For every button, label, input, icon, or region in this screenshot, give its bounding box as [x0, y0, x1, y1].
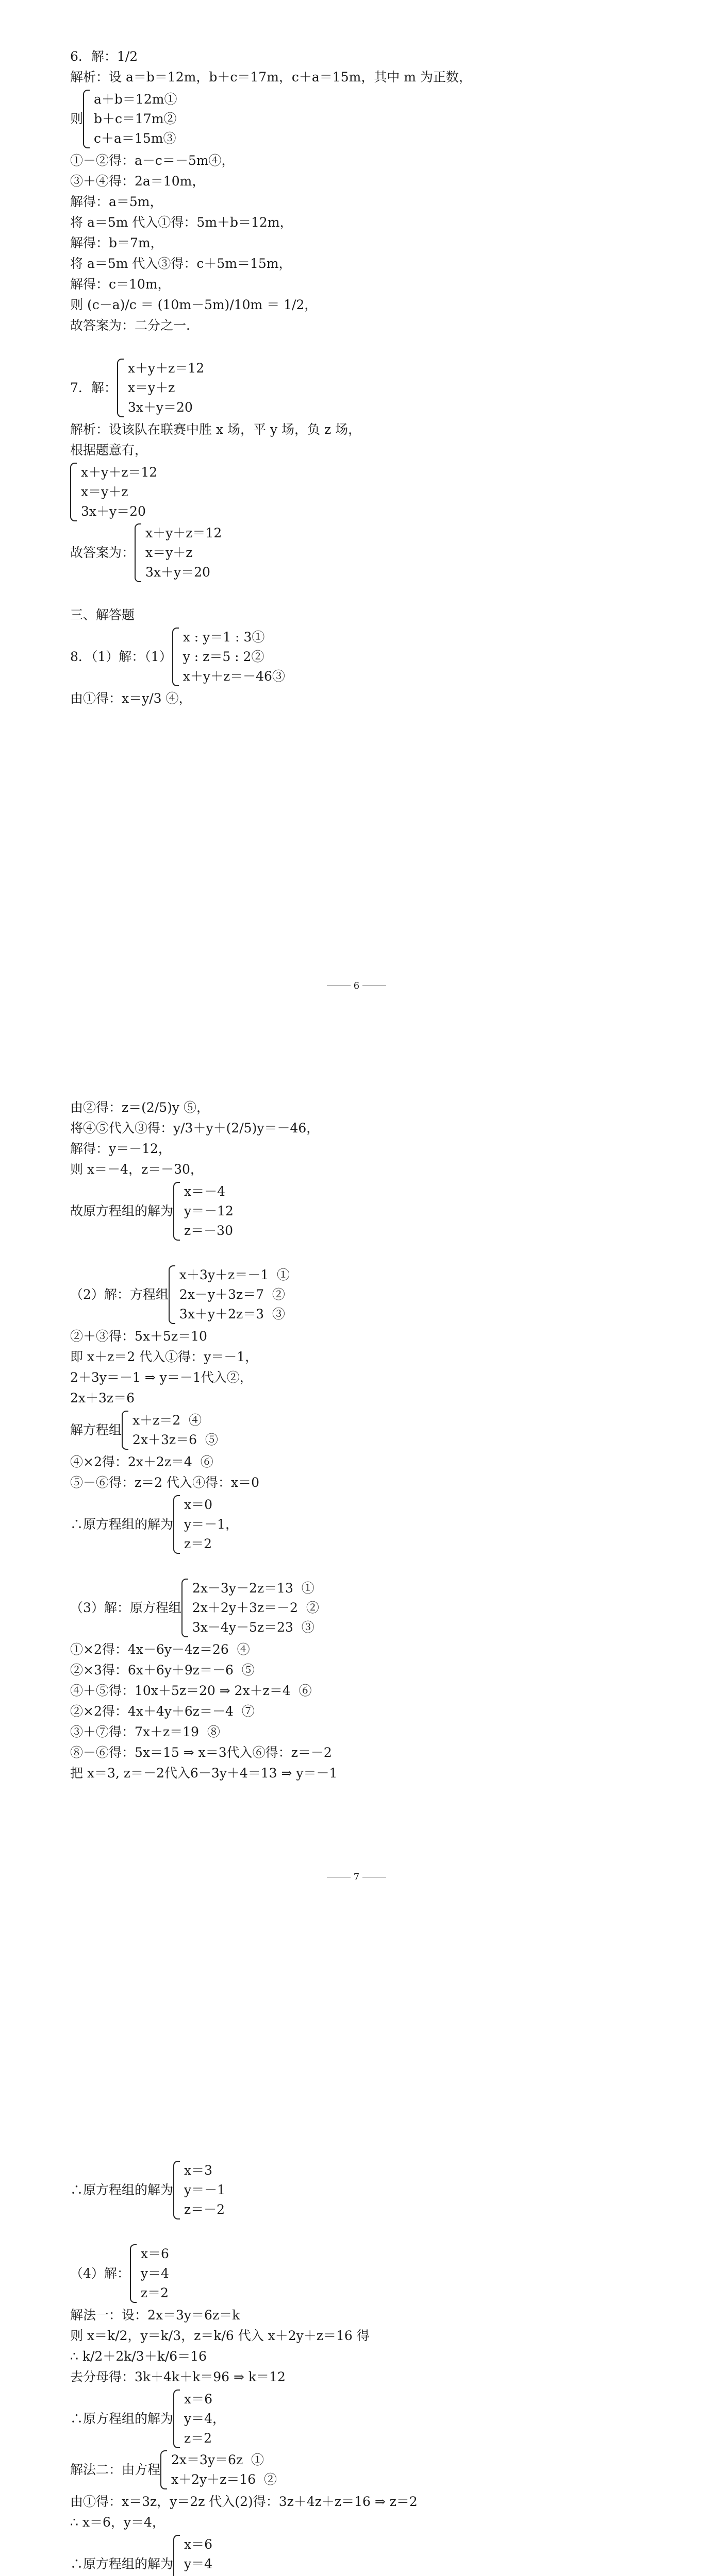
left-brace — [130, 2244, 137, 2303]
equation-row: x : y＝1 : 3① — [183, 630, 265, 645]
equation-row: y : z＝5 : 2② — [183, 649, 264, 664]
text-line: ⑤－⑥得：z＝2 代入④得：x＝0 — [70, 1475, 260, 1490]
system-label: （3）解：原方程组 — [70, 1600, 181, 1615]
text-line: ∴ k/2＋2k/3＋k/6＝16 — [70, 2349, 207, 2364]
left-brace — [172, 628, 179, 686]
equation-row: y＝4 — [140, 2266, 169, 2281]
system-rows — [145, 523, 222, 582]
text-line: 2＋3y＝－1 ⇒ y＝－1代入②， — [70, 1370, 253, 1385]
spacer — [70, 2222, 631, 2242]
left-brace — [135, 523, 141, 582]
equation-row: 2x＋3z＝6 ⑤ — [132, 1432, 218, 1447]
equation-row: 2x＋2y＋3z＝－2 ② — [192, 1600, 319, 1615]
text-line: 三、解答题 — [70, 607, 135, 622]
equation-row: 3x＋y＋2z＝3 ③ — [179, 1307, 285, 1321]
left-brace — [173, 2161, 180, 2219]
equation-system — [70, 2389, 631, 2448]
equation-row: x＋3y＋z＝－1 ① — [179, 1267, 290, 1282]
equation-row: c＋a＝15m③ — [94, 131, 176, 146]
spacer — [70, 1556, 631, 1577]
equation-row: z＝－2 — [184, 2202, 225, 2217]
text-line: ∴ x＝6，y＝4， — [70, 2515, 165, 2530]
equation-row: z＝2 — [184, 1536, 212, 1551]
equation-system — [70, 1411, 631, 1450]
left-brace — [122, 1411, 128, 1450]
equation-row: x＝y＋z — [81, 484, 128, 499]
equation-row: x＋z＝2 ④ — [132, 1413, 202, 1428]
page-content — [70, 1097, 631, 1784]
page-footer — [0, 1872, 713, 1883]
spacer — [70, 336, 631, 357]
equation-row: x＝y＋z — [145, 545, 193, 560]
equation-system — [70, 90, 631, 148]
system-rows — [184, 2389, 225, 2448]
equation-system — [70, 2244, 631, 2303]
text-line: 将④⑤代入③得：y/3＋y＋(2/5)y＝－46， — [70, 1121, 320, 1136]
text-line: 去分母得：3k＋4k＋k＝96 ⇒ k＝12 — [70, 2369, 286, 2384]
system-label: 解方程组 — [70, 1422, 122, 1437]
page-3 — [0, 2020, 713, 2576]
text-line: 则 (c－a)/c ＝ (10m－5m)/10m ＝ 1/2， — [70, 297, 318, 312]
text-line: 将 a＝5m 代入③得：c＋5m＝15m， — [70, 256, 292, 271]
equation-row: 2x－y＋3z＝7 ② — [179, 1287, 285, 1302]
text-line: ①－②得：a－c＝－5m④， — [70, 153, 235, 168]
equation-system — [70, 1495, 631, 1554]
equation-row: x＝6 — [184, 2392, 213, 2406]
text-line: 解析：设该队在联赛中胜 x 场，平 y 场，负 z 场， — [70, 422, 361, 437]
text-line: 由①得：x＝y/3 ④， — [70, 691, 192, 706]
page-footer — [0, 980, 713, 991]
text-line: ①×2得：4x－6y－4z＝26 ④ — [70, 1642, 250, 1657]
text-line: 把 x＝3, z＝－2代入6－3y＋4＝13 ⇒ y＝－1 — [70, 1766, 338, 1781]
text-line: ②×3得：6x＋6y＋9z＝－6 ⑤ — [70, 1663, 255, 1677]
text-line: 解得：y＝－12， — [70, 1141, 171, 1156]
equation-row: b＋c＝17m② — [94, 111, 177, 126]
equation-row: y＝－1， — [184, 1517, 239, 1532]
text-line: 解得：b＝7m， — [70, 235, 163, 250]
system-label: （4）解： — [70, 2266, 130, 2281]
equation-row: y＝4 — [184, 2556, 213, 2571]
left-brace — [70, 463, 77, 521]
system-label: 7．解： — [70, 380, 117, 395]
equation-row: x＋y＋z＝12 — [145, 526, 222, 540]
text-line: 解得：c＝10m， — [70, 277, 171, 292]
equation-system — [70, 1182, 631, 1241]
text-line: 由①得：x＝3z，y＝2z 代入(2)得：3z＋4z＋z＝16 ⇒ z＝2 — [70, 2494, 418, 2509]
equation-row: 2x－3y－2z＝13 ① — [192, 1581, 314, 1596]
page-1 — [0, 0, 713, 1010]
equation-row: z＝2 — [184, 2431, 212, 2446]
equation-row: 3x＋y＝20 — [127, 400, 193, 415]
text-line: 故答案为：二分之一． — [70, 318, 200, 333]
equation-row: 3x－4y－5z＝23 ③ — [192, 1620, 314, 1635]
system-rows — [81, 463, 157, 521]
text-line: 6．解：1/2 — [70, 49, 138, 64]
system-rows — [179, 1265, 290, 1324]
system-label: 则 — [70, 111, 84, 126]
equation-row: z＝－30 — [184, 1223, 233, 1238]
equation-row: x＝6 — [140, 2246, 169, 2261]
page-content — [70, 2159, 631, 2576]
system-rows — [184, 2161, 225, 2219]
text-line: 则 x＝－4，z＝－30， — [70, 1162, 203, 1177]
left-brace — [160, 2450, 167, 2489]
text-line: ②＋③得：5x＋5z＝10 — [70, 1329, 207, 1344]
equation-system — [70, 1579, 631, 1637]
system-label: 8．（1）解：（1） — [70, 649, 172, 664]
equation-row: x＋2y＋z＝16 ② — [171, 2472, 277, 2487]
text-line: 2x＋3z＝6 — [70, 1391, 135, 1405]
text-line: 根据题意有， — [70, 443, 148, 457]
system-rows — [94, 90, 177, 148]
system-label: 故原方程组的解为 — [70, 1204, 174, 1218]
system-label: ∴原方程组的解为 — [70, 1517, 174, 1532]
text-line: ③＋⑦得：7x＋z＝19 ⑧ — [70, 1724, 220, 1739]
equation-system — [70, 628, 631, 686]
system-rows — [192, 1579, 319, 1637]
system-label: 解法二：由方程 — [70, 2462, 161, 2477]
system-label: （2）解：方程组 — [70, 1287, 169, 1302]
page-2 — [0, 1010, 713, 2020]
left-brace — [117, 359, 124, 417]
equation-row: x＝y＋z — [127, 380, 175, 395]
spacer — [70, 584, 631, 605]
equation-row: x＝0 — [184, 1497, 213, 1512]
left-brace — [169, 1265, 175, 1324]
system-rows — [128, 359, 204, 417]
equation-row: z＝2 — [140, 2285, 169, 2300]
text-line: ④×2得：2x＋2z＝4 ⑥ — [70, 1454, 213, 1469]
text-line: 解法一：设：2x＝3y＝6z＝k — [70, 2308, 240, 2323]
text-line: ②×2得：4x＋4y＋6z＝－4 ⑦ — [70, 1704, 255, 1719]
equation-system — [70, 2450, 631, 2489]
text-line: 解析：设 a＝b＝12m，b＋c＝17m，c＋a＝15m，其中 m 为正数， — [70, 70, 472, 84]
system-rows — [184, 1495, 238, 1554]
equation-row: 3x＋y＝20 — [81, 504, 146, 519]
equation-row: 3x＋y＝20 — [145, 565, 210, 580]
left-brace — [173, 2389, 180, 2448]
system-label: ∴原方程组的解为 — [70, 2411, 174, 2426]
system-rows — [183, 628, 285, 686]
system-label: ∴原方程组的解为 — [70, 2556, 174, 2571]
left-brace — [173, 1495, 180, 1554]
system-label: 故答案为： — [70, 545, 135, 560]
system-rows — [132, 1411, 218, 1450]
equation-system — [70, 2161, 631, 2219]
equation-row: y＝4， — [184, 2411, 226, 2426]
text-line: ③＋④得：2a＝10m， — [70, 174, 205, 189]
text-line: ⑧－⑥得：5x＝15 ⇒ x＝3代入⑥得：z＝－2 — [70, 1745, 332, 1760]
page-content — [70, 46, 631, 709]
equation-row: x＋y＋z＝12 — [127, 361, 205, 376]
system-rows — [171, 2450, 277, 2489]
system-label: ∴原方程组的解为 — [70, 2182, 174, 2197]
equation-row: x＝6 — [184, 2537, 213, 2552]
system-rows — [184, 1182, 234, 1241]
text-line: 即 x＋z＝2 代入①得：y＝－1， — [70, 1349, 258, 1364]
text-line: ④＋⑤得：10x＋5z＝20 ⇒ 2x＋z＝4 ⑥ — [70, 1683, 312, 1698]
spacer — [70, 1243, 631, 1263]
equation-row: x＝3 — [184, 2163, 213, 2178]
equation-system — [70, 2535, 631, 2576]
text-line: 则 x＝k/2，y＝k/3，z＝k/6 代入 x＋2y＋z＝16 得 — [70, 2328, 370, 2343]
equation-row: y＝－1 — [184, 2182, 226, 2197]
equation-row: x＝－4 — [184, 1184, 226, 1199]
equation-row: y＝－12 — [184, 1204, 234, 1218]
system-rows — [184, 2535, 212, 2576]
equation-system — [70, 523, 631, 582]
page-number: 6 — [353, 980, 360, 991]
text-line: 将 a＝5m 代入①得：5m＋b＝12m， — [70, 215, 293, 230]
text-line: 由②得：z＝(2/5)y ⑤， — [70, 1100, 209, 1115]
equation-system — [70, 1265, 631, 1324]
equation-row: x＋y＋z＝－46③ — [183, 669, 285, 684]
equation-row: 2x＝3y＝6z ① — [171, 2452, 264, 2467]
equation-row — [184, 2574, 212, 2576]
equation-row: a＋b＝12m① — [94, 92, 177, 107]
left-brace — [83, 90, 90, 148]
left-brace — [181, 1579, 188, 1637]
equation-system — [70, 359, 631, 417]
left-brace — [173, 1182, 180, 1241]
equation-system — [70, 463, 631, 521]
text-line: 解得：a＝5m， — [70, 194, 163, 209]
left-brace — [173, 2535, 180, 2576]
page-number: 7 — [353, 1872, 360, 1883]
equation-row: x＋y＋z＝12 — [81, 465, 158, 480]
system-rows — [141, 2244, 169, 2303]
